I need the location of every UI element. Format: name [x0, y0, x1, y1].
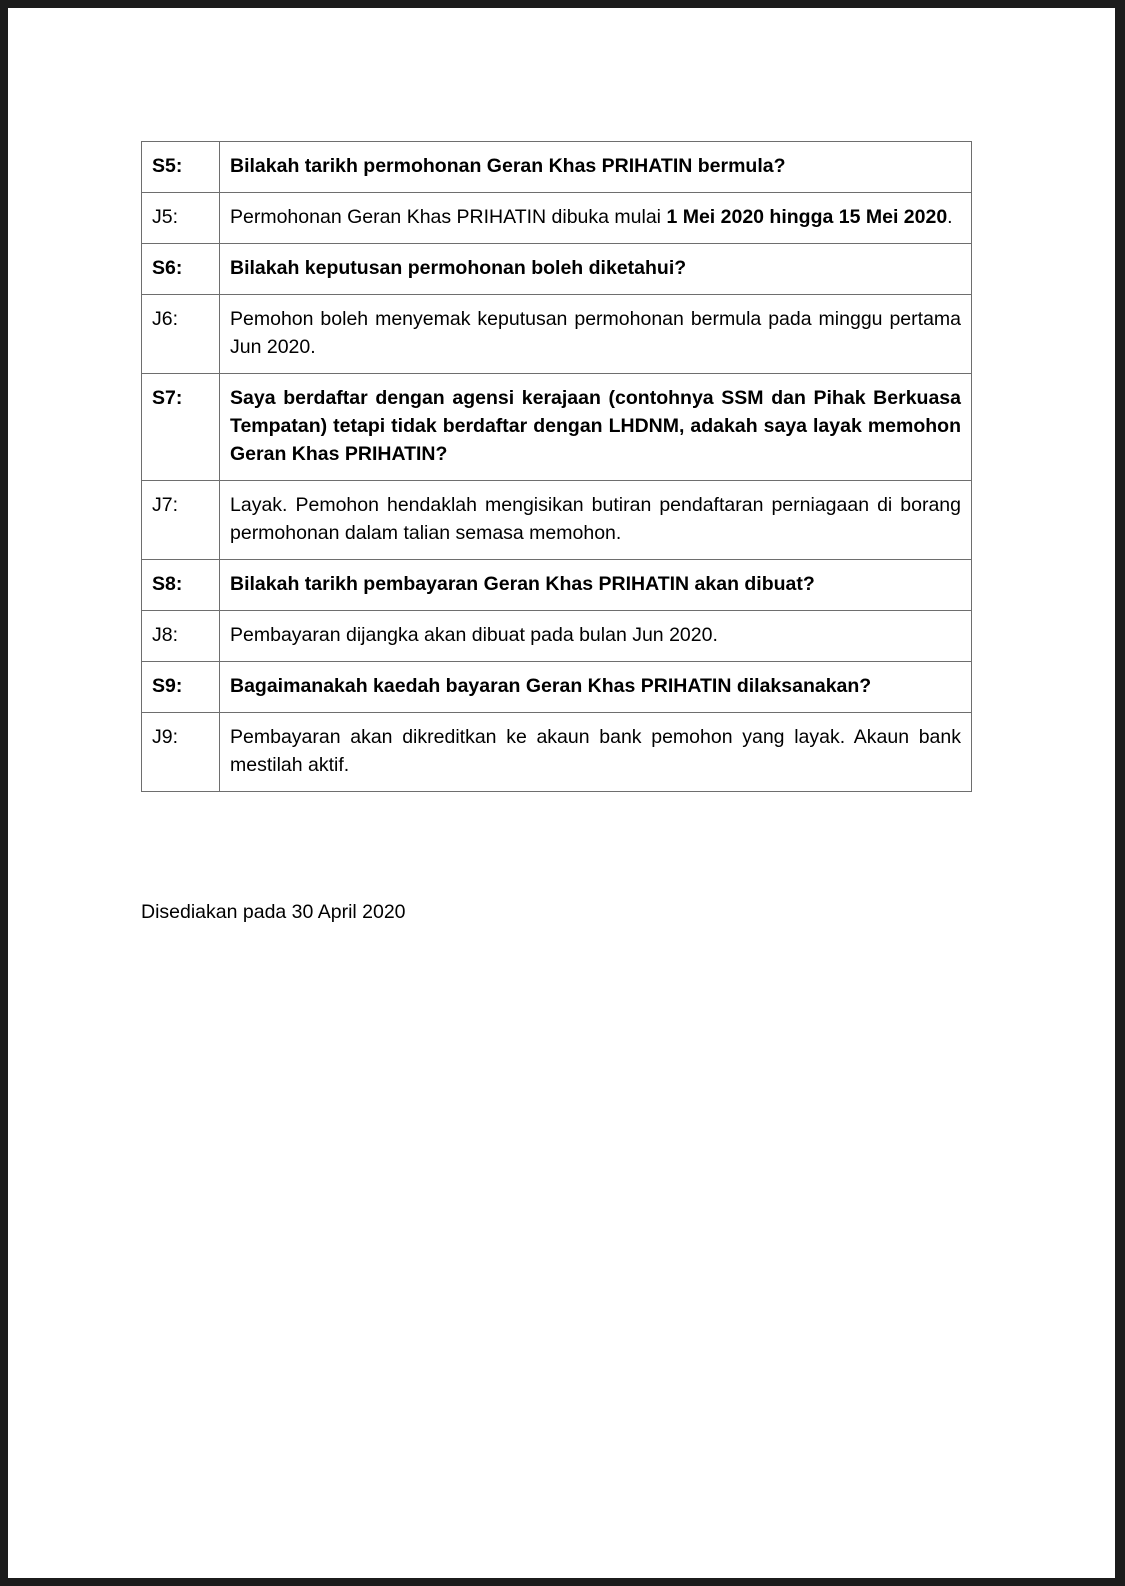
faq-row-s6: [142, 244, 972, 295]
prepared-date-note: Disediakan pada 30 April 2020: [141, 901, 406, 923]
faq-row-s5: [142, 142, 972, 193]
faq-answer-text: Pembayaran akan dikreditkan ke akaun bank pemohon yang layak. Akaun bank mestilah aktif.: [220, 713, 972, 792]
faq-label: J6:: [142, 295, 220, 374]
faq-label: J8:: [142, 611, 220, 662]
faq-row-j5: [142, 193, 972, 244]
faq-answer-text: Layak. Pemohon hendaklah mengisikan butiran pendaftaran perniagaan di borang permohonan dalam talian semasa memohon.: [220, 481, 972, 560]
faq-label: S9:: [142, 662, 220, 713]
faq-label: S8:: [142, 560, 220, 611]
faq-label: S6:: [142, 244, 220, 295]
faq-answer-text: Pembayaran dijangka akan dibuat pada bulan Jun 2020.: [220, 611, 972, 662]
faq-label: S5:: [142, 142, 220, 193]
faq-row-j9: [142, 713, 972, 792]
faq-answer-text: [220, 193, 972, 244]
faq-question-text: Bilakah tarikh pembayaran Geran Khas PRIHATIN akan dibuat?: [220, 560, 972, 611]
faq-table: [141, 141, 972, 792]
faq-question-text: Bilakah keputusan permohonan boleh diketahui?: [220, 244, 972, 295]
faq-question-text: Saya berdaftar dengan agensi kerajaan (contohnya SSM dan Pihak Berkuasa Tempatan) tetapi tidak berdaftar dengan LHDNM, adakah saya layak memohon Geran Khas PRIHATIN?: [220, 374, 972, 481]
answer-text-part: Permohonan Geran Khas PRIHATIN dibuka mulai: [230, 206, 667, 228]
document-page: [8, 8, 1115, 1578]
answer-date-range: 1 Mei 2020 hingga 15 Mei 2020: [666, 206, 948, 228]
faq-label: J9:: [142, 713, 220, 792]
faq-row-s8: [142, 560, 972, 611]
faq-label: S7:: [142, 374, 220, 481]
faq-question-text: Bagaimanakah kaedah bayaran Geran Khas PRIHATIN dilaksanakan?: [220, 662, 972, 713]
faq-row-j6: [142, 295, 972, 374]
faq-label: J5:: [142, 193, 220, 244]
faq-row-j8: [142, 611, 972, 662]
faq-question-text: Bilakah tarikh permohonan Geran Khas PRIHATIN bermula?: [220, 142, 972, 193]
faq-answer-text: Pemohon boleh menyemak keputusan permohonan bermula pada minggu pertama Jun 2020.: [220, 295, 972, 374]
faq-row-s9: [142, 662, 972, 713]
faq-row-j7: [142, 481, 972, 560]
faq-label: J7:: [142, 481, 220, 560]
faq-row-s7: [142, 374, 972, 481]
answer-text-part: .: [947, 206, 953, 228]
